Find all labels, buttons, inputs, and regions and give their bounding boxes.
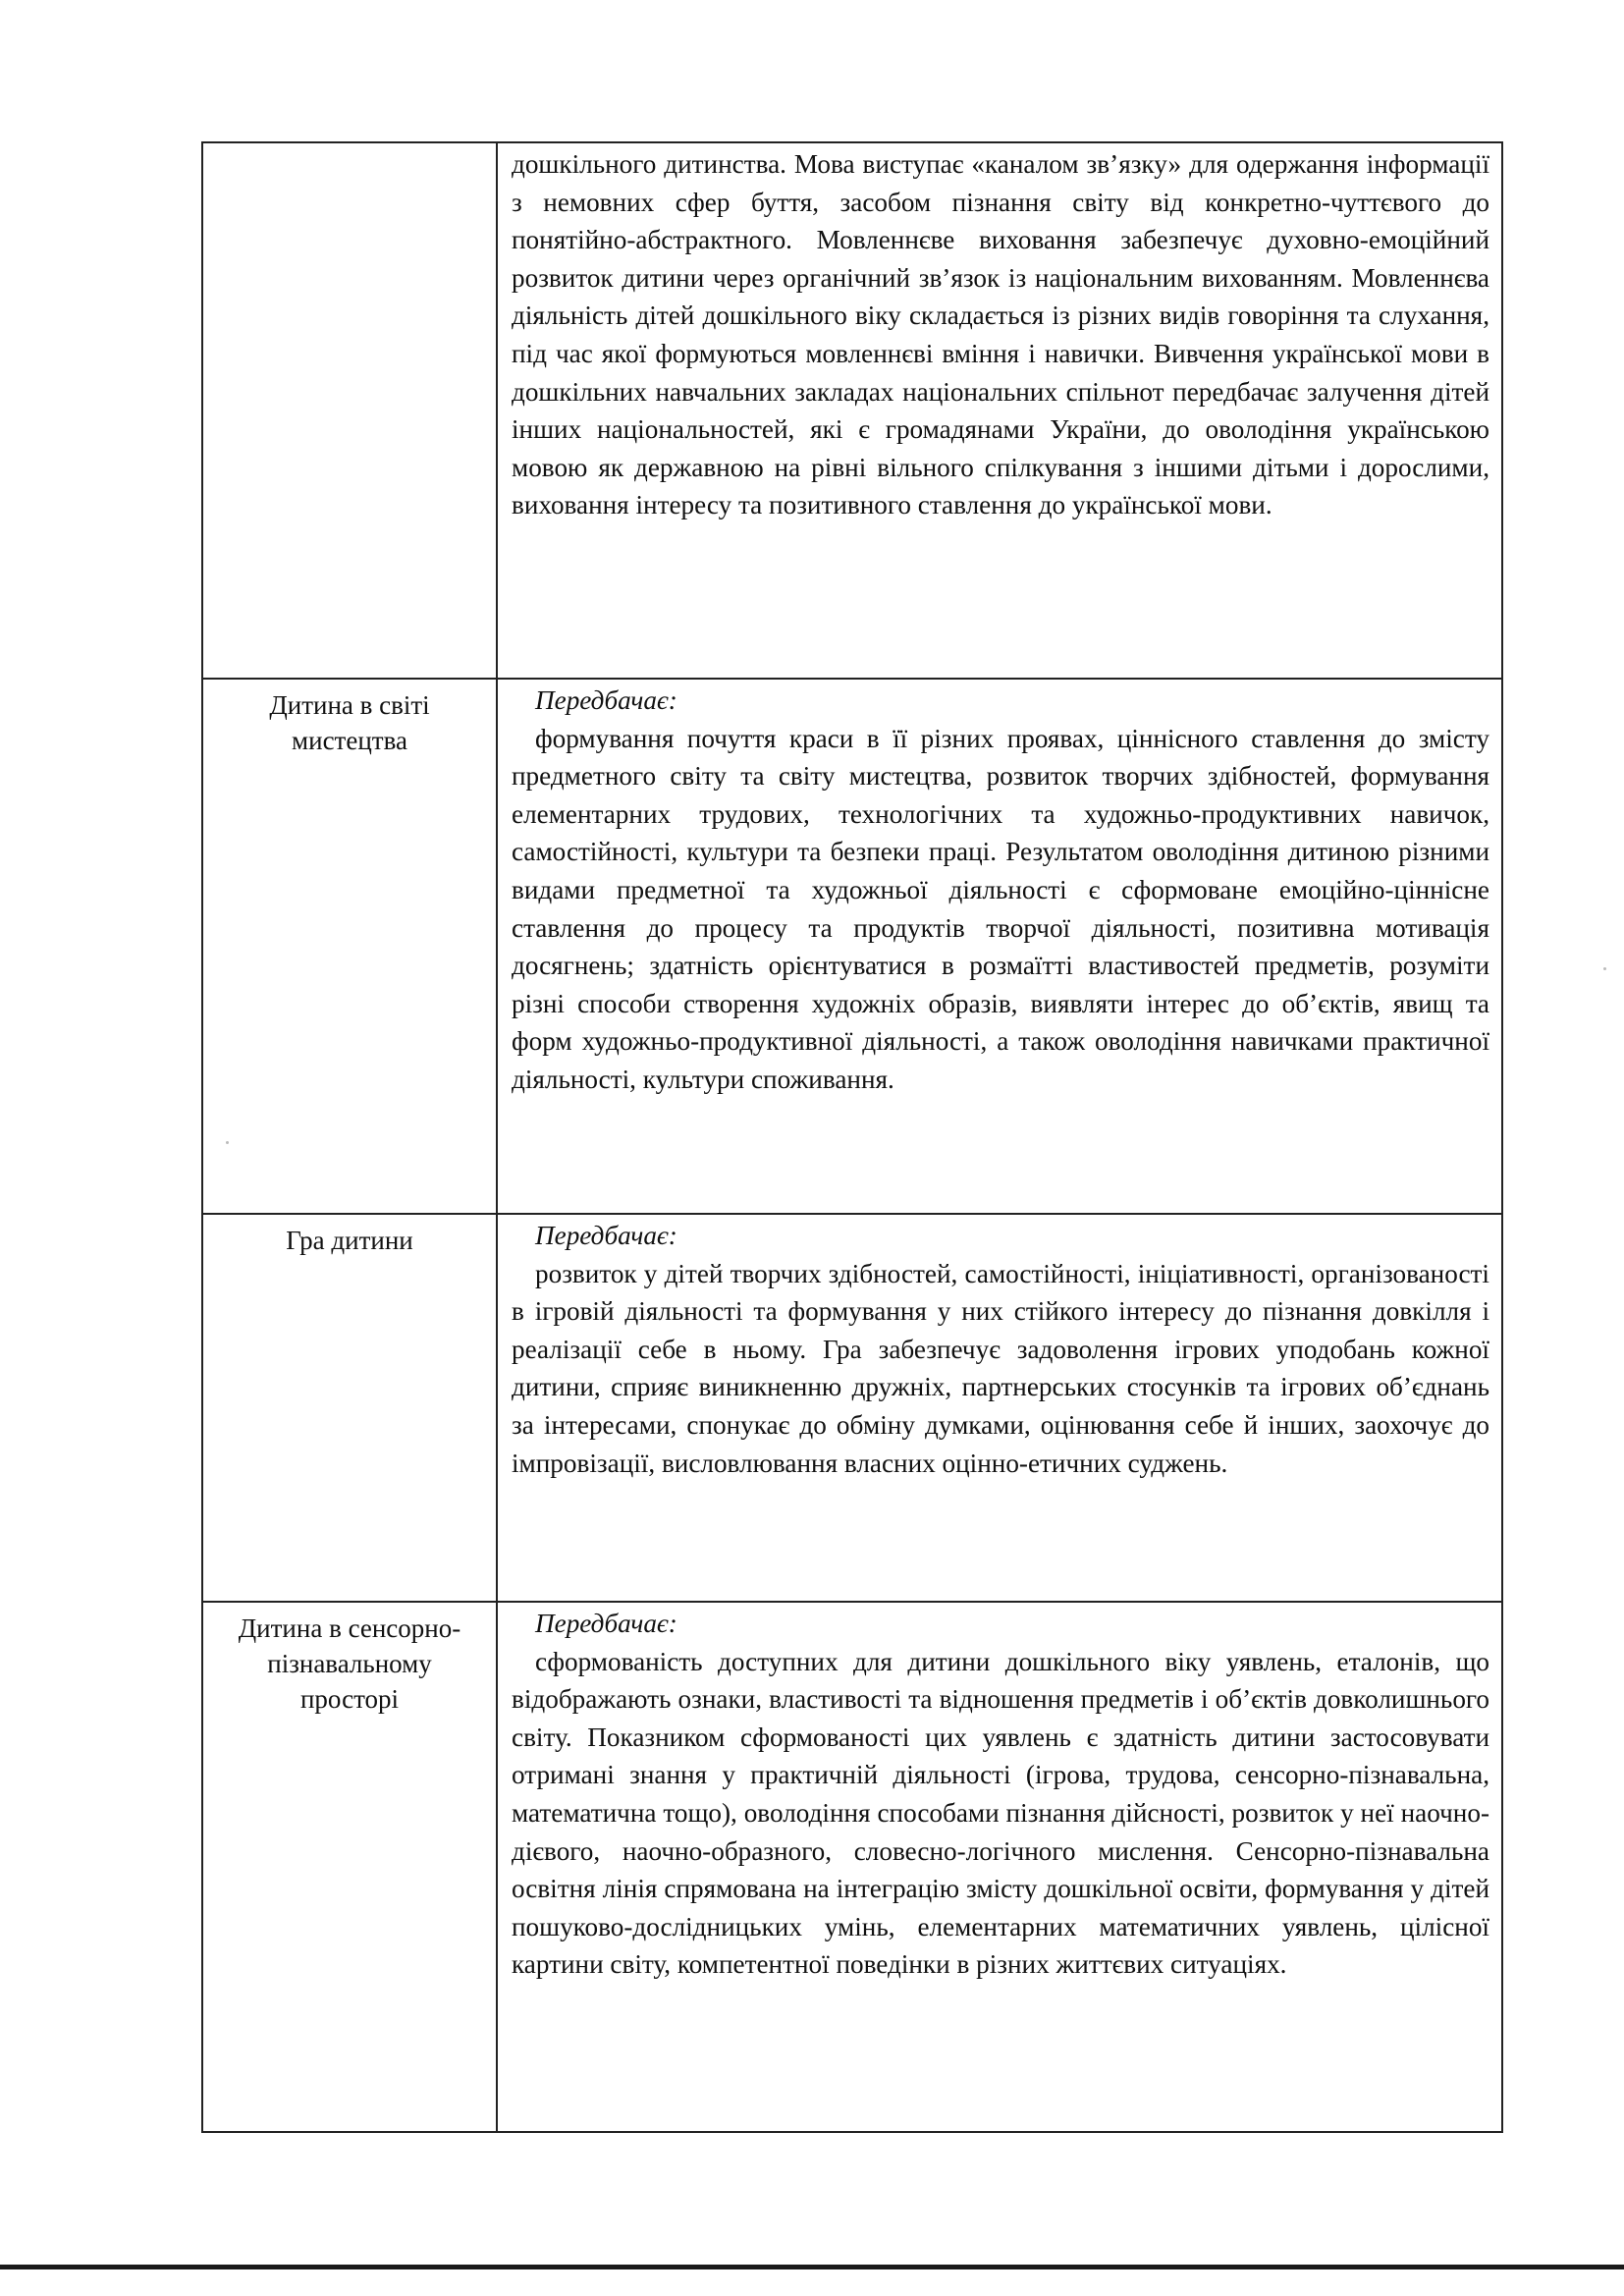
- row-label: Дитина в світі мистецтва: [269, 690, 430, 755]
- row-label-cell: [202, 1602, 497, 2132]
- row-label-cell: [202, 142, 497, 679]
- row-label: Дитина в сенсорно-пізнавальному просторі: [238, 1613, 461, 1714]
- row-text: дошкільного дитинства. Мова виступає «каналом зв’язку» для одержання інформації з немовних сфер буття, засобом пізнання світу від конкретно-чуттєвого до понятійно-абстрактного. Мовленнєве виховання забезпечує духовно-емоційний розвиток дитини через органічний зв’язок із національним вихованням. Мовленнєва діяльність дітей дошкільного віку складається із різних видів говоріння та слухання, під час якої формуються мовленнєві вміння і навички. Вивчення української мови в дошкільних навчальних закладах національних спільнот передбачає залучення дітей інших національностей, які є громадянами України, до оволодіння українською мовою як державною на рівні вільного спілкування з іншими дітьми і дорослими, виховання інтересу та позитивного ставлення до української мови.: [512, 149, 1489, 520]
- table-row: [202, 1602, 1502, 2132]
- row-content-cell: [497, 1214, 1502, 1602]
- row-intro: Передбачає:: [535, 685, 677, 715]
- table-row: [202, 142, 1502, 679]
- row-text: формування почуття краси в її різних проявах, ціннісного ставлення до змісту предметного світу та світу мистецтва, розвиток творчих здібностей, формування елементарних трудових, технологічних та художньо-продуктивних навичок, самостійності, культури та безпеки праці. Результатом оволодіння дитиною різними видами предметної та художньої діяльності є сформоване емоційно-ціннісне ставлення до процесу та продуктів творчої діяльності, позитивна мотивація досягнень; здатність орієнтуватися в розмаїтті властивостей предметів, розуміти різні способи створення художніх образів, виявляти інтерес до об’єктів, явищ та форм художньо-продуктивної діяльності, а також оволодіння навичками практичної діяльності, культури споживання.: [512, 723, 1489, 1094]
- row-content-cell: [497, 679, 1502, 1214]
- row-intro: Передбачає:: [535, 1609, 677, 1638]
- row-text: розвиток у дітей творчих здібностей, самостійності, ініціативності, організованості в ігровій діяльності та формування у них стійкого інтересу до пізнання довкілля і реалізації себе в ньому. Гра забезпечує задоволення ігрових уподобань кожної дитини, сприяє виникненню дружніх, партнерських стосунків та ігрових об’єднань за інтересами, спонукає до обміну думками, оцінювання себе й інших, заохочує до імпровізації, висловлювання власних оцінно-етичних суджень.: [512, 1258, 1489, 1478]
- table-row: [202, 1214, 1502, 1602]
- content-table: [201, 141, 1503, 2133]
- row-content-cell: [497, 142, 1502, 679]
- row-text: сформованість доступних для дитини дошкільного віку уявлень, еталонів, що відображають ознаки, властивості та відношення предметів і об’єктів довколишнього світу. Показником сформованості цих уявлень є здатність дитини застосовувати отримані знання у практичній діяльності (ігрова, трудова, сенсорно-пізнавальна, математична тощо), оволодіння способами пізнання дійсності, розвиток у неї наочно-дієвого, наочно-образного, словесно-логічного мислення. Сенсорно-пізнавальна освітня лінія спрямована на інтеграцію змісту дошкільної освіти, формування у дітей пошуково-дослідницьких умінь, елементарних математичних уявлень, цілісної картини світу, компетентної поведінки в різних життєвих ситуаціях.: [512, 1646, 1489, 1980]
- page-bottom-border: [0, 2265, 1624, 2269]
- row-content-cell: [497, 1602, 1502, 2132]
- row-label: Гра дитини: [286, 1226, 413, 1255]
- row-label-cell: [202, 679, 497, 1214]
- row-intro: Передбачає:: [535, 1221, 677, 1250]
- row-label-cell: [202, 1214, 497, 1602]
- scan-speck: [226, 1141, 229, 1144]
- scan-speck: [1603, 967, 1606, 970]
- table-row: [202, 679, 1502, 1214]
